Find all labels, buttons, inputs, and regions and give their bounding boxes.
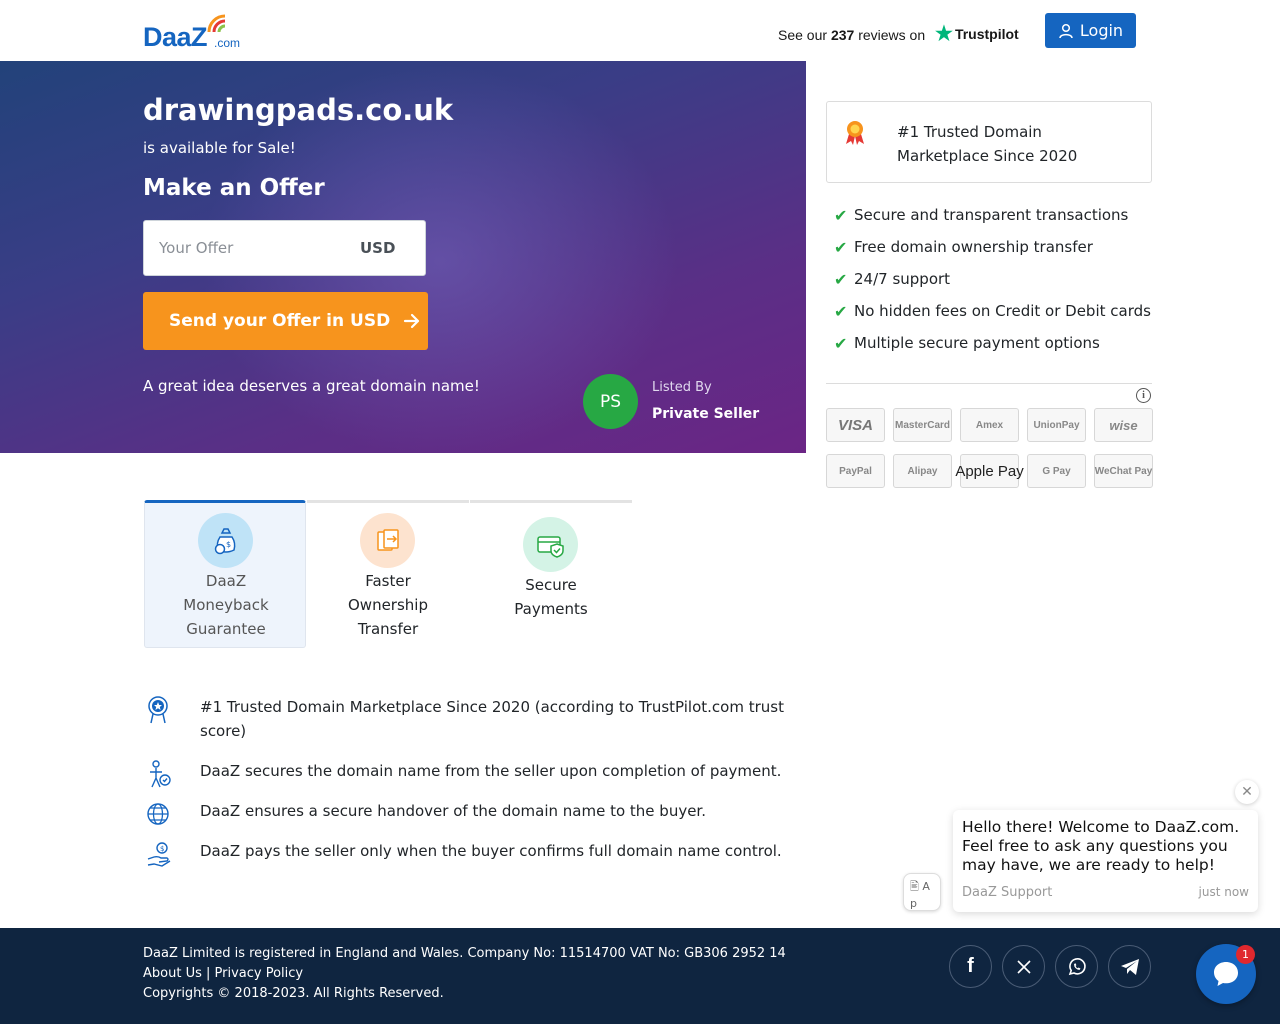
chat-agent-avatar (903, 873, 941, 911)
x-twitter-button[interactable] (1002, 945, 1045, 988)
step-text: #1 Trusted Domain Marketplace Since 2020 (according to TrustPilot.com trust score) (200, 698, 784, 740)
chat-message-text: Hello there! Welcome to DaaZ.com. Feel free to ask any questions you may have, we are ready to help! (962, 818, 1240, 874)
whatsapp-icon (1067, 957, 1087, 977)
feature-item (834, 327, 1151, 359)
trustpilot-count: 237 (830, 27, 855, 43)
send-offer-label: Send your Offer in USD (169, 311, 391, 331)
x-icon (1016, 959, 1032, 975)
paypal-logo: PayPal (826, 454, 885, 488)
facebook-button[interactable] (949, 945, 992, 988)
trust-card (826, 101, 1152, 183)
logo-suffix-text: .com (214, 36, 241, 50)
google-pay-logo: G Pay (1027, 454, 1086, 488)
tab-label: Secure Payments (514, 576, 588, 618)
feature-text: Multiple secure payment options (854, 334, 1100, 352)
feature-list (834, 199, 1151, 359)
check-icon: ✔ (834, 333, 848, 353)
arrow-right-icon (404, 314, 420, 328)
mastercard-logo: MasterCard (893, 408, 952, 442)
trustpilot-star-icon: ★ (935, 23, 953, 45)
chat-message-bubble[interactable] (953, 810, 1258, 912)
payment-methods (826, 408, 1152, 488)
check-icon: ✔ (834, 237, 848, 257)
feature-item (834, 295, 1151, 327)
login-label: Login (1079, 21, 1124, 40)
close-icon: ✕ (1241, 784, 1253, 800)
tab-label: Faster Ownership Transfer (348, 572, 428, 638)
about-us-link[interactable]: About Us (143, 966, 202, 981)
user-icon (1058, 23, 1074, 39)
seller-avatar: PS (583, 374, 638, 429)
listed-by-label: Listed By (652, 380, 712, 395)
apple-pay-logo: Apple Pay (960, 454, 1019, 488)
check-icon: ✔ (834, 301, 848, 321)
visa-logo: VISA (826, 408, 885, 442)
tab-moneyback-guarantee[interactable] (144, 500, 306, 648)
moneybag-icon (198, 513, 253, 568)
company-info: DaaZ Limited is registered in England and Wales. Company No: 11514700 VAT No: GB306 2952 14 (143, 946, 786, 961)
daaz-logo[interactable] (143, 12, 253, 52)
currency-label: USD (360, 239, 396, 257)
tab-faster-transfer[interactable] (307, 500, 469, 648)
tab-secure-payments[interactable] (470, 500, 632, 648)
chat-unread-badge: 1 (1236, 945, 1255, 964)
telegram-button[interactable] (1108, 945, 1151, 988)
document-transfer-icon (360, 513, 415, 568)
wechat-pay-logo: WeChat Pay (1094, 454, 1153, 488)
login-button[interactable] (1045, 13, 1136, 48)
feature-text: Free domain ownership transfer (854, 238, 1093, 256)
trustpilot-reviews[interactable] (778, 23, 1019, 45)
offer-input[interactable] (144, 221, 344, 275)
alipay-logo: Alipay (893, 454, 952, 488)
feature-item (834, 263, 1151, 295)
availability-text: is available for Sale! (143, 139, 296, 157)
trust-text: #1 Trusted Domain Marketplace Since 2020 (897, 123, 1078, 165)
step-text: DaaZ ensures a secure handover of the domain name to the buyer. (200, 802, 706, 820)
trustpilot-suffix: reviews on (858, 27, 926, 43)
step-text: DaaZ pays the seller only when the buyer confirms full domain name control. (200, 842, 782, 860)
feature-item (834, 231, 1151, 263)
trustpilot-brand: Trustpilot (954, 26, 1019, 42)
chat-icon (1211, 959, 1241, 989)
chat-avatar-alt: A p (910, 880, 930, 910)
globe-icon (146, 799, 172, 829)
offer-heading: Make an Offer (143, 175, 325, 201)
link-separator: | (206, 966, 211, 981)
broken-image-icon: 🖹 (910, 880, 919, 893)
tab-label: DaaZ Moneyback Guarantee (183, 572, 269, 638)
step-text: DaaZ secures the domain name from the seller upon completion of payment. (200, 762, 782, 780)
info-icon[interactable]: i (1136, 388, 1151, 403)
feature-text: 24/7 support (854, 270, 951, 288)
wise-logo: wise (1094, 408, 1153, 442)
whatsapp-button[interactable] (1055, 945, 1098, 988)
privacy-policy-link[interactable]: Privacy Policy (214, 966, 304, 981)
check-icon: ✔ (834, 269, 848, 289)
hand-payment-icon (146, 839, 172, 869)
send-offer-button[interactable] (143, 292, 428, 350)
logo-main-text: DaaZ (143, 22, 208, 52)
trustpilot-logo (935, 23, 1019, 45)
domain-name: drawingpads.co.uk (143, 93, 454, 127)
secure-card-icon (523, 517, 578, 572)
site-header (0, 0, 1280, 61)
copyright: Copyrights © 2018-2023. All Rights Reserved. (143, 986, 444, 1001)
chat-timestamp: just now (1198, 885, 1249, 899)
logo-signal-icon (205, 12, 231, 34)
svg-text:$: $ (225, 539, 231, 549)
facebook-icon: f (967, 955, 974, 977)
telegram-icon (1120, 958, 1140, 976)
check-icon: ✔ (834, 205, 848, 225)
feature-text: Secure and transparent transactions (854, 206, 1129, 224)
tagline: A great idea deserves a great domain name! (143, 377, 480, 395)
benefit-tabs (143, 500, 633, 650)
chat-sender: DaaZ Support (962, 885, 1053, 900)
offer-field-group (143, 220, 426, 276)
hero-banner (0, 61, 806, 453)
svg-text:$: $ (160, 845, 165, 853)
payment-divider (826, 383, 1152, 384)
unionpay-logo: UnionPay (1027, 408, 1086, 442)
chat-close-button[interactable] (1235, 780, 1259, 804)
badge-star-icon (146, 695, 172, 725)
feature-text: No hidden fees on Credit or Debit cards (854, 302, 1151, 320)
feature-item (834, 199, 1151, 231)
seller-name: Private Seller (652, 406, 760, 422)
award-ribbon-icon (844, 120, 866, 146)
footer-links (143, 966, 303, 981)
site-footer (0, 928, 1280, 1024)
trustpilot-prefix: See our (778, 27, 828, 43)
secure-person-icon (146, 759, 172, 789)
amex-logo: Amex (960, 408, 1019, 442)
